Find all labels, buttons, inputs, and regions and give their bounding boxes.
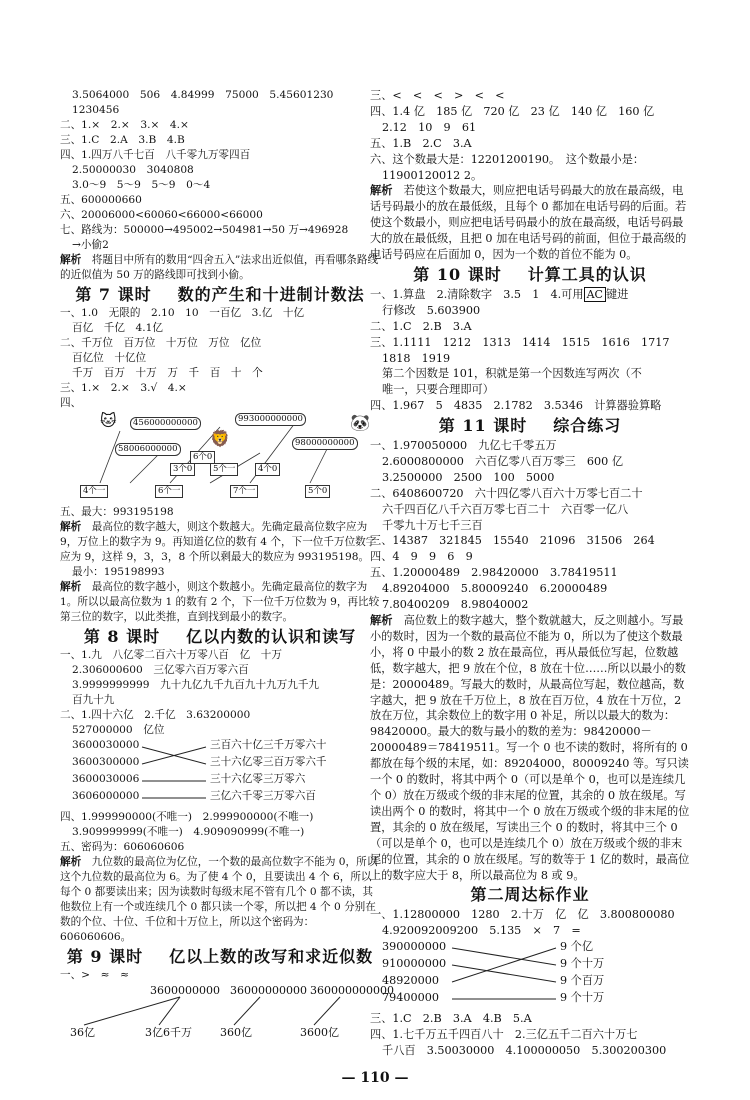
lesson-11-answers [370,438,690,613]
count-label: 5个一 [210,463,238,476]
answer-line: 六、20006000<60060<66000<66000 [60,209,263,221]
answer-line: 2.6000800000 六百亿零八百万零三 600 亿 [382,454,624,468]
lesson-7-answers [60,306,380,411]
count-box: 7个一 [230,485,258,498]
match-top-item: 3600000000 [150,984,220,997]
answer-line: 四、4 9 9 6 9 [370,550,473,564]
count-label: 3个0 [170,463,195,476]
analysis-paragraph: 解析 将题目中所有的数用“四舍五入”法求出近似值，再看哪条路线的近似值为 50 万的路线即可找到小偷。 [60,254,379,281]
panda-icon: 🐼 [350,413,370,432]
answer-line: 2.12 10 9 61 [382,120,477,134]
match-right-item: 9 个十万 [560,957,605,971]
match-top-item: 36000000000 [230,984,307,997]
week-2-matching [370,939,690,1011]
answer-line: 七、路线为：500000→495002→504981→50 万→496928 [60,224,349,236]
answer-line: 三、< < < > < < [370,89,505,102]
answer-line: 二、千万位 百万位 十万位 万位 亿位 [60,337,262,349]
answer-line: 六千四百亿八千六百万零七百二十 六百零一亿八 [382,502,629,516]
match-line [84,997,180,1025]
answer-line [370,366,690,382]
figure-connector [100,431,120,483]
answer-line: 一、1.九 八亿零二百六十万零八百 亿 十万 [60,649,282,661]
lesson-8-answers [60,648,380,738]
answer-line [370,303,690,319]
answer-line: 3.909999999(不唯一) 4.909090999(不唯一) [72,826,305,838]
answer-text: 三、1.1111 1212 1313 1414 1515 1616 1717 [370,335,670,349]
answer-text: 一、1.算盘 2.清除数字 3.5 1 4.可用 [370,287,584,301]
answer-line: 3.5064000 506 4.84999 75000 5.45601230 [72,89,334,101]
answer-line: 百亿 千亿 4.1亿 [72,322,164,334]
left-top-block [60,88,380,253]
answer-text: 键进 [605,287,629,301]
answer-line [370,382,690,398]
lesson-9-matching [60,983,394,1039]
match-right-item: 9 个亿 [560,940,594,954]
answer-line: 3.0～9 5～9 5～9 0～4 [72,179,211,191]
answer-line: 三、1.× 2.× 3.√ 4.× [60,382,187,394]
match-left-item: 48920000 [382,974,439,988]
answer-line: 二、1.× 2.× 3.× 4.× [60,119,189,131]
min-answer: 最小：195198993 [72,566,165,578]
match-right-item: 三十六亿零三万零六 [210,773,306,785]
match-line [159,997,180,1025]
answer-line: 三、1.C 2.A 3.B 4.B [60,134,185,146]
lesson-8-heading: 第 8 课时 亿以内数的认识和读写 [83,627,357,646]
lesson-9-heading: 第 9 课时 亿以上数的改写和求近似数 [66,947,374,966]
lesson-10-heading: 第 10 课时 计算工具的认识 [413,264,647,284]
animal-match-figure [60,413,380,501]
match-right-item: 9 个百万 [560,974,605,988]
answer-line: 四、 [60,397,82,409]
lion-icon: 🦁 [210,429,230,448]
lesson-8-matching [60,738,380,810]
answer-line: 四、1.999990000(不唯一) 2.999900000(不唯一) [60,811,314,823]
number-cloud: 58006000000 [115,443,181,456]
right-column [370,88,690,1059]
week-2-after [370,1011,690,1059]
answer-line: 1230456 [72,104,120,116]
answer-line [370,319,690,335]
answer-text: 唯一，只要合理即可） [382,383,494,397]
count-label: 4个0 [255,463,280,476]
answer-line: 五、1.B 2.C 3.A [370,136,472,150]
answer-line: 一、1.12800000 1280 2.十万 亿 亿 3.800800080 [370,908,675,922]
cat-icon: 🐱 [100,411,117,430]
number-cloud: 456000000000 [130,417,201,430]
answer-line: 二、6408600720 六十四亿零八百六十万零七百二十 [370,486,643,500]
answer-line: 一、1.970050000 九亿七千零五万 [370,439,557,453]
answer-text: 四、1.967 5 4835 2.1782 3.5346 计算器验算略 [370,399,662,413]
ac-key-icon: AC [584,287,606,302]
answer-line: 二、1.四十六亿 2.千亿 3.63200000 [60,709,251,721]
right-top-block [370,88,690,183]
match-left-item: 390000000 [382,940,447,954]
count-label: 6个0 [190,451,215,464]
match-left-item: 910000000 [382,957,447,971]
match-bottom-item: 360亿 [220,1026,252,1039]
answer-text: 行修改 5.603900 [382,303,481,317]
match-bottom-item: 36亿 [70,1026,95,1039]
lesson-9-first: 一、> ≈ ≈ [60,969,130,981]
match-line [234,997,260,1025]
lesson-11-heading: 第 11 课时 综合练习 [438,416,622,436]
answer-line [370,287,690,303]
answer-line: 五、1.20000489 2.98420000 3.78419511 [370,566,618,580]
answer-line: 4.920092009200 5.135 × 7 = [382,924,581,938]
answer-line: 千零九十万七千三百 [382,518,483,532]
answer-line: 百亿位 十亿位 [72,352,147,364]
answer-line: 三、1.C 2.B 3.A 4.B 5.A [370,1012,532,1026]
answer-line [370,398,690,414]
match-line [452,948,556,982]
match-left-item: 3600300000 [72,756,140,768]
number-cloud: 993000000000 [235,413,306,426]
answer-line: 3.9999999999 九十九亿九千九百九十九万九千九 [72,679,320,691]
count-box: 4个一 [80,485,108,498]
match-top-item: 360000000000 [310,984,394,997]
answer-line: 四、1.四万八千七百 八千零九万零四百 [60,149,251,161]
answer-line: 千八百 3.50030000 4.100000050 5.300200300 [382,1043,667,1057]
answer-line: 3.2500000 2500 100 5000 [382,470,555,484]
match-right-item: 三百六十亿三千万零六十 [210,739,327,751]
answer-line: 五、600000660 [60,194,142,206]
match-right-item: 9 个十万 [560,991,605,1005]
analysis-paragraph: 解析 最高位的数字越大，则这个数越大。先确定最高位数字应为 9，万位上的数字为 9。再知道亿位的数有 4 个，下一位千万位数字应为 9，这样 9，3，3，8 个所以剩最大的数应为 993195198。 [60,521,377,563]
match-line [314,997,340,1025]
analysis-paragraph: 解析 最高位的数字越小，则这个数越小。先确定最高位的数字为 1。所以以最高位数为 1 的数有 2 个，下一位千万位数为 9，再比较第三位的数字，以此类推，直到找到最小的数字。 [60,581,380,623]
answer-line: 百九十九 [72,694,115,706]
answer-line: 527000000 亿位 [72,724,165,736]
answer-line: 五、最大：993195198 [60,506,174,518]
answer-line: 2.50000030 3040808 [72,164,194,176]
match-right-item: 三亿六千零三万零六百 [210,790,316,802]
answer-line: 2.306000600 三亿零六百万零六百 [72,664,249,676]
answer-text: 1818 1919 [382,351,451,365]
answer-line: 一、1.0 无限的 2.10 10 一百亿 3.亿 十亿 [60,307,305,319]
match-bottom-item: 3亿6千万 [145,1026,192,1039]
answer-line: 三、14387 321845 15540 21096 31506 264 [370,534,655,548]
answer-line [370,351,690,367]
match-left-item: 3600030000 [72,739,140,751]
match-left-item: 3600030006 [72,773,140,785]
answer-line: 千万 百万 十万 万 千 百 十 个 [72,367,263,379]
match-bottom-item: 3600亿 [300,1026,339,1039]
answer-line: →小偷2 [72,239,109,251]
figure-connector [130,453,160,483]
answer-line: 四、1.4 亿 185 亿 720 亿 23 亿 140 亿 160 亿 [370,104,655,118]
left-column [60,88,394,1039]
analysis-paragraph: 解析 若使这个数最大，则应把电话号码最大的放在最高级，电话号码最小的放在最低级，且每个 0 都加在电话号码的后面。若使这个数最小，则应把电话号码最小的放在最高级，电话号码最大的放在最低级，且把 0 加在电话号码的前面，但位于最高级的电话号码应在后面加 0，因为一个数的首位不能为 0。 [370,183,687,262]
count-box: 5个0 [305,485,330,498]
answer-line: 五、密码为：606060606 [60,841,185,853]
match-right-item: 三十六亿零三百万零六千 [210,756,327,768]
match-line [452,965,556,982]
lesson-7-after [60,505,380,520]
answer-text: 二、1.C 2.B 3.A [370,319,472,333]
match-left-item: 79400000 [382,991,439,1005]
match-line [452,948,556,965]
count-box: 6个一 [155,485,183,498]
answer-line: 7.80400209 8.98040002 [382,598,529,612]
answer-line: 六、这个数最大是：12201200190。 这个数最小是： [370,152,645,166]
lesson-8-after [60,810,380,855]
match-left-item: 3606000000 [72,790,140,802]
analysis-paragraph: 解析 九位数的最高位为亿位，一个数的最高位数字不能为 0，所以这个九位数的最高位为 6。为了使 4 个 0，且要读出 4 个 6，所以每个 0 都要读出来；因为读数时每级末尾不管有几个 0 都不读，其他数位上有一个或连续几个 0 都只读一个零，所以把 4 个 0 分别在数的个位、十位、千位和十万位上，所以这个密码为：606060606。 [60,856,378,943]
page-number: — 110 — [341,1070,409,1086]
answer-line: 四、1.七千万五千四百八十 2.三亿五千二百六十万七 [370,1028,638,1042]
lesson-10-answers [370,287,690,414]
number-cloud: 98000000000 [292,437,358,450]
analysis-paragraph: 解析 高位数上的数字越大，整个数就越大，反之则越小。写最小的数时，因为一个数的最高位不能为 0，所以为了使这个数最小，将 0 中最小的数 2 放在最高位，再从最低位写起，位数越低，数字越大，把 9 放在个位，8 放在十位……所以以最小的数是：20000489。写最大的数时，从最高位写起，数位越高，数字越大，把 9 放在千万位上，8 放在百万位，4 放在十万位，2 放在万位，其余数位上的数字用 0 补足，所以以最大的数为：98420000。最大的数与最小的数的差为：98420000－20000489＝78419511。写一个 0 也不读的数时，将所有的 0 都放在每个级的末尾，如：89204000，80009240 等。写只读一个 0 的数时，将其中两个 0（可以是单个 0，也可以是连续几个 0）放在万级或个级的非末尾的位置，其余的 0 放在级尾。写读出两个 0 的数时，将其中一个 0 放在万级或个级的非末尾的位置，其余的 0 放在级尾，写读出三个 0 的数时，将其中三个 0（可以是单个 0，也可以是连续几个 0）放在万级或个级的非末尾的位置，其余的 0 放在级尾。写的数等于 1 亿的数时，最高位上的数字应大于 8，所以最高位为 8 或 9。 [370,613,690,882]
answer-text: 第二个因数是 101，积就是第一个因数连写两次（不 [382,367,642,381]
answer-line [370,335,690,351]
answer-line: 11900120012 2。 [382,168,483,182]
week-2-answers [370,907,690,939]
answer-line: 4.89204000 5.80009240 6.20000489 [382,582,608,596]
lesson-7-heading: 第 7 课时 数的产生和十进制计数法 [75,285,365,304]
week-2-heading: 第二周达标作业 [470,885,590,905]
